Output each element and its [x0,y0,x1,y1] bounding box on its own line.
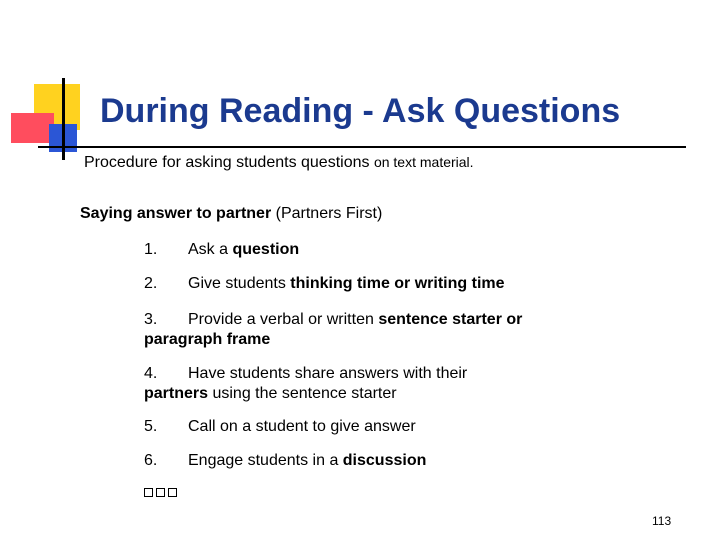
item-line1 [144,310,522,330]
heading-bold: Saying answer to partner [80,205,272,222]
box-glyph [156,488,165,497]
item-plain: using the sentence starter [208,385,397,402]
logo-red-square [11,113,54,143]
box-glyph [168,488,177,497]
slide-title: During Reading - Ask Questions [100,92,621,130]
page-number: 113 [652,514,672,528]
item-plain: Engage students in a [188,452,343,469]
heading-rest: (Partners First) [275,205,383,222]
item-number: 2. [144,275,158,292]
placeholder-boxes [144,484,180,502]
item-line2 [144,384,467,404]
list-item [144,310,522,350]
box-glyph [144,488,153,497]
item-plain: Provide a verbal or written [188,311,379,328]
item-number: 5. [144,418,158,435]
item-plain: Have students share answers with their [188,365,468,382]
subtitle-small: on text material. [373,154,474,170]
item-bold: discussion [342,452,427,469]
item-number: 6. [144,452,158,469]
list-item [144,364,467,404]
subtitle-main: Procedure for asking students questions [84,154,370,171]
item-number: 1. [144,241,158,258]
slide-subtitle [84,154,474,172]
section-heading [80,205,382,223]
item-plain: Ask a [188,241,233,258]
item-line2: paragraph frame [144,331,271,348]
item-bold: sentence starter or [378,311,523,328]
item-text: Call on a student to give answer [188,418,416,435]
item-number: 3. [144,311,158,328]
item-text [188,452,426,470]
item-bold: thinking time or writing time [290,275,505,292]
item-text [188,241,299,259]
item-bold: partners [144,385,209,402]
item-text [188,275,505,293]
title-underline [38,146,686,148]
item-line1 [144,364,467,384]
item-number: 4. [144,365,158,382]
item-plain: Give students [188,275,291,292]
item-bold: question [232,241,300,258]
